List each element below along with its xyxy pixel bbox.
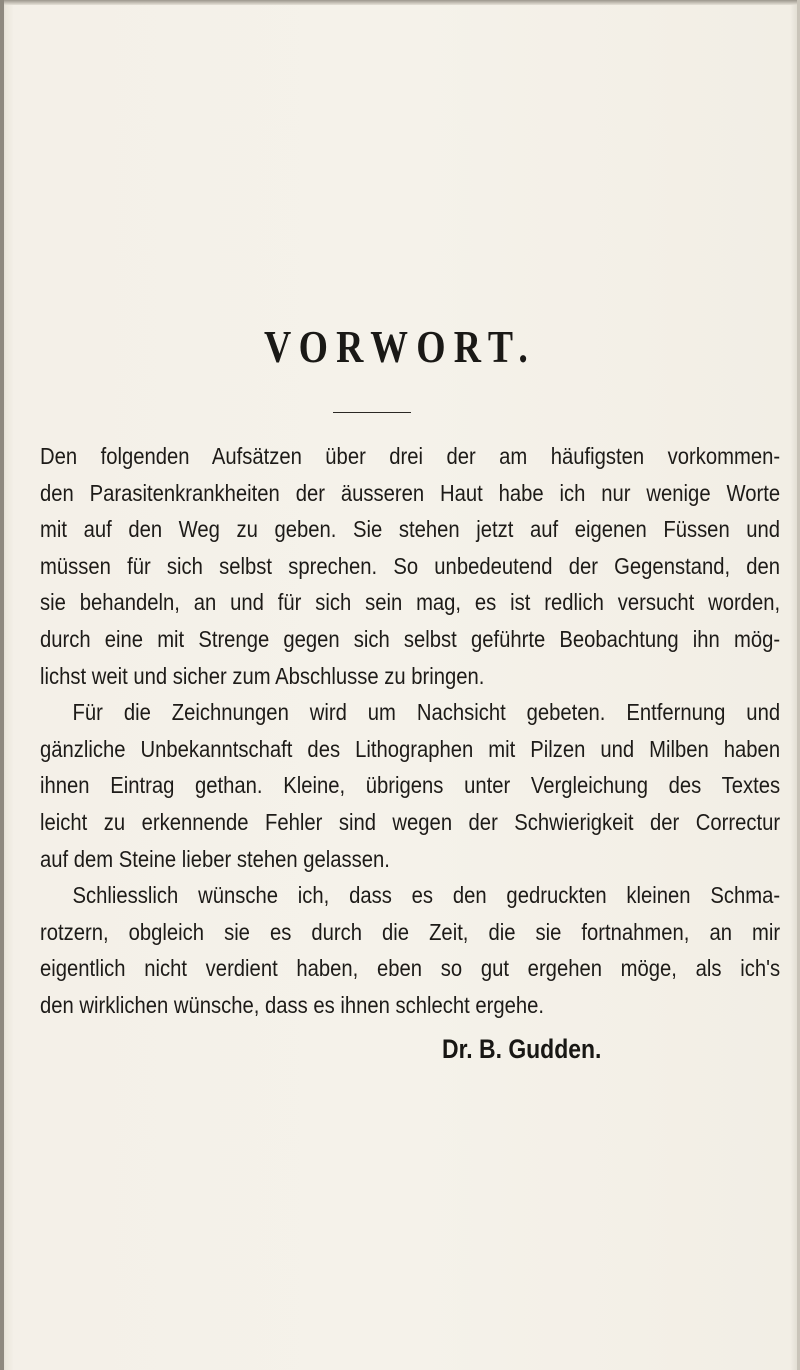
text-line: eigentlich nicht verdient haben, eben so gut ergehen möge, als ich's (40, 955, 781, 982)
text-line: gänzliche Unbekanntschaft des Lithographen mit Pilzen und Milben haben (40, 735, 781, 762)
text-line: mit auf den Weg zu geben. Sie stehen jetzt auf eigenen Füssen und (40, 516, 781, 543)
page-top-edge (0, 0, 800, 5)
paragraph-1 (40, 438, 780, 694)
title-divider (333, 412, 411, 413)
page-left-edge (0, 0, 4, 1370)
text-line: lichst weit und sicher zum Abschlusse zu bringen. (40, 662, 485, 689)
paragraph-2 (40, 694, 780, 877)
text-line: Schliesslich wünsche ich, dass es den gedruckten kleinen Schma- (72, 882, 781, 909)
text-line: Den folgenden Aufsätzen über drei der am häufigsten vorkommen- (40, 443, 781, 469)
text-line: rotzern, obgleich sie es durch die Zeit, die sie fortnahmen, an mir (40, 918, 781, 945)
text-line: sie behandeln, an und für sich sein mag, es ist redlich versucht worden, (40, 589, 781, 616)
text-line: durch eine mit Strenge gegen sich selbst geführte Beobachtung ihn mög- (40, 625, 781, 652)
text-line: den Parasitenkrankheiten der äusseren Haut habe ich nur wenige Worte (40, 479, 781, 506)
text-line: auf dem Steine lieber stehen gelassen. (40, 845, 390, 872)
text-line: leicht zu erkennende Fehler sind wegen der Schwierigkeit der Correctur (40, 808, 781, 835)
text-line: Für die Zeichnungen wird um Nachsicht gebeten. Entfernung und (72, 699, 781, 726)
paragraph-3 (40, 877, 780, 1023)
author-signature: Dr. B. Gudden. (442, 1034, 602, 1064)
text-line: müssen für sich selbst sprechen. So unbedeutend der Gegenstand, den (40, 552, 781, 579)
page-title: VORWORT. (263, 321, 537, 372)
preface-text (40, 438, 780, 1024)
text-line: ihnen Eintrag gethan. Kleine, übrigens unter Vergleichung des Textes (40, 772, 781, 799)
text-line: den wirklichen wünsche, dass es ihnen schlecht ergehe. (40, 991, 545, 1018)
